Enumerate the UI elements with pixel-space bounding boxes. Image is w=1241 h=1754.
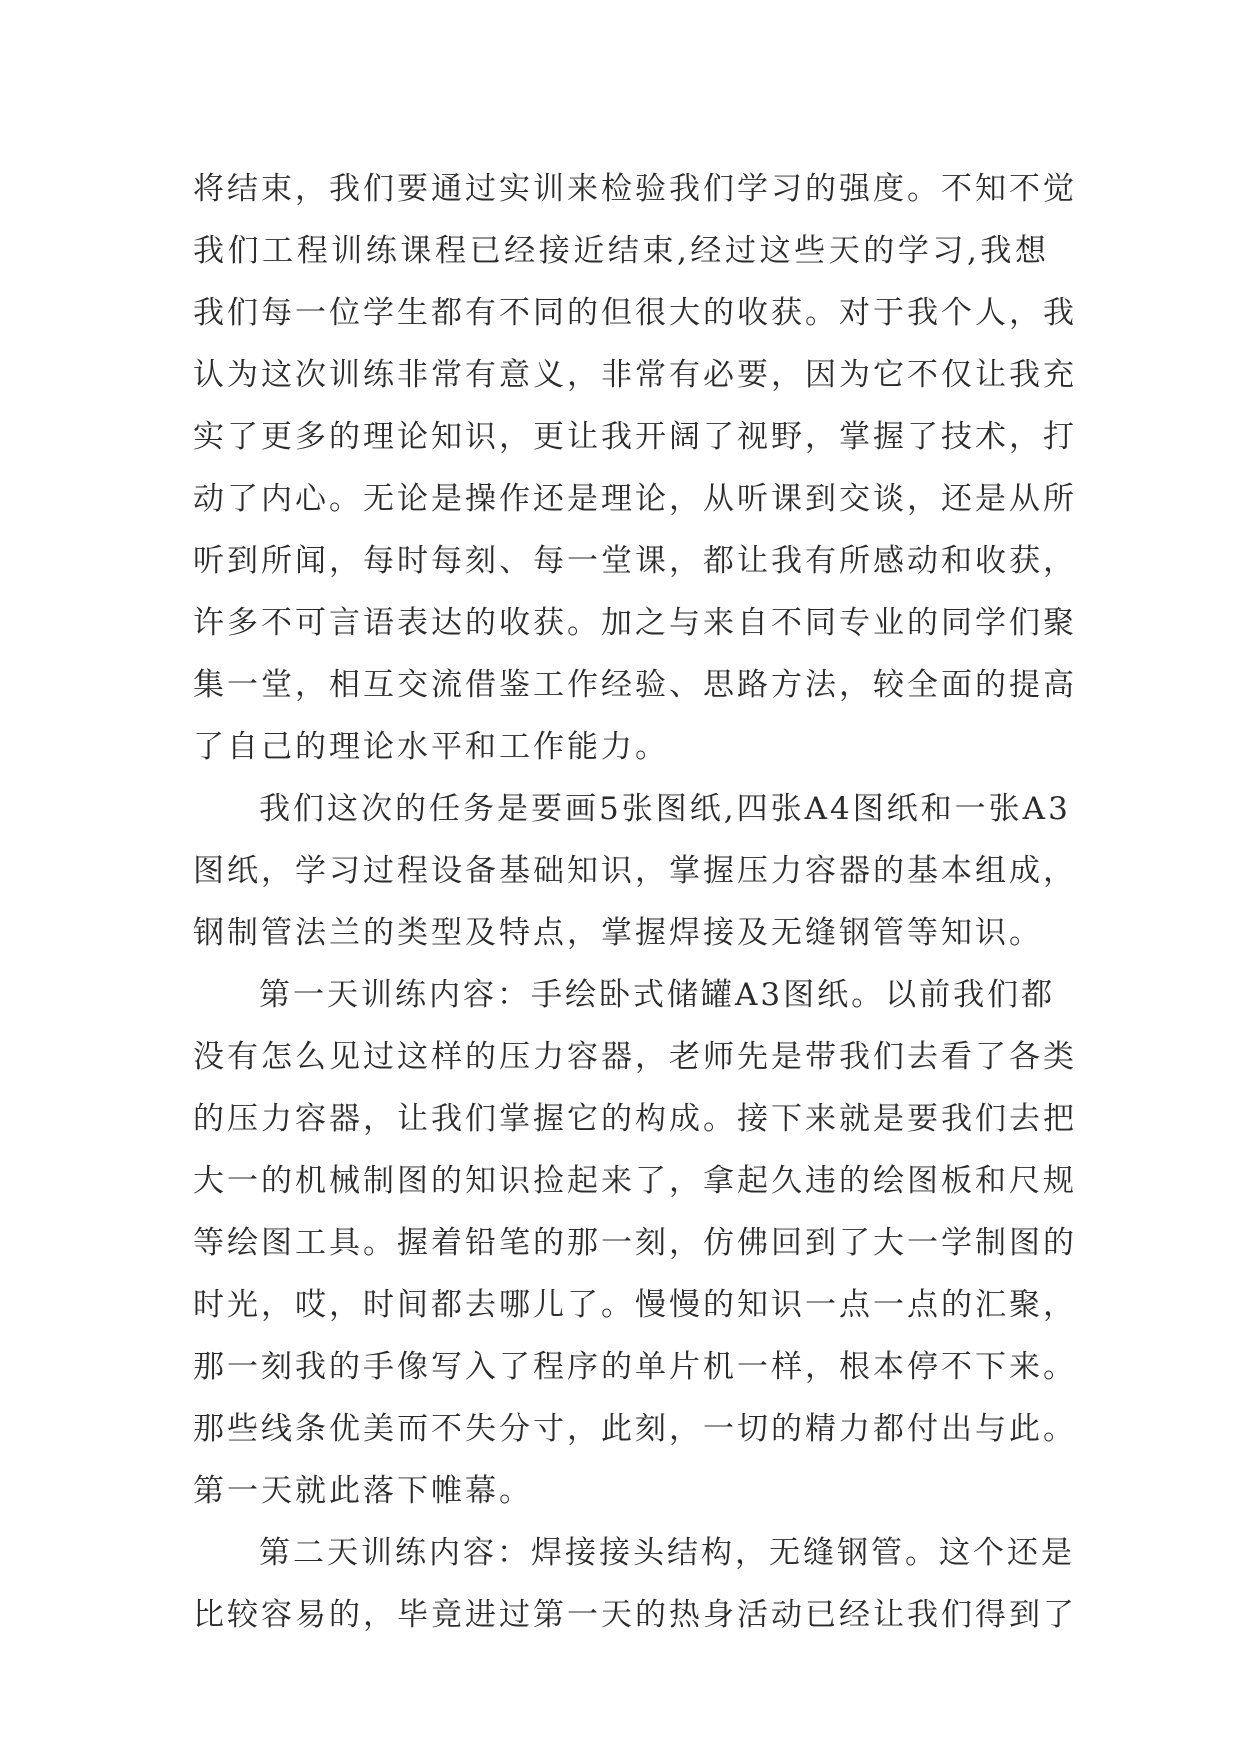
text-line: 等绘图工具。握着铅笔的那一刻，仿佛回到了大一学制图的	[193, 1225, 1077, 1261]
text-line: 比较容易的，毕竟进过第一天的热身活动已经让我们得到了	[193, 1597, 1077, 1633]
text-line: 钢制管法兰的类型及特点，掌握焊接及无缝钢管等知识。	[193, 915, 1043, 951]
text-line: 动了内心。无论是操作还是理论，从听课到交谈，还是从所	[193, 481, 1077, 517]
text-line: 大一的机械制图的知识捡起来了，拿起久违的绘图板和尺规	[193, 1163, 1077, 1199]
text-line: 第一天就此落下帷幕。	[193, 1473, 533, 1509]
text-line: 我们工程训练课程已经接近结束,经过这些天的学习,我想	[193, 233, 1049, 269]
text-line: 我们这次的任务是要画5张图纸,四张A4图纸和一张A3	[259, 791, 1071, 827]
text-line: 第二天训练内容：焊接接头结构，无缝钢管。这个还是	[259, 1535, 1075, 1571]
text-line: 认为这次训练非常有意义，非常有必要，因为它不仅让我充	[193, 357, 1077, 393]
text-line: 没有怎么见过这样的压力容器，老师先是带我们去看了各类	[193, 1039, 1077, 1075]
text-line: 图纸，学习过程设备基础知识，掌握压力容器的基本组成，	[193, 853, 1077, 889]
document-body	[193, 158, 1077, 1646]
text-line: 许多不可言语表达的收获。加之与来自不同专业的同学们聚	[193, 605, 1077, 641]
text-line: 我们每一位学生都有不同的但很大的收获。对于我个人，我	[193, 295, 1077, 331]
text-line: 集一堂，相互交流借鉴工作经验、思路方法，较全面的提高	[193, 667, 1077, 703]
text-line: 将结束，我们要通过实训来检验我们学习的强度。不知不觉	[193, 171, 1077, 207]
text-line: 那一刻我的手像写入了程序的单片机一样，根本停不下来。	[193, 1349, 1077, 1385]
text-line: 那些线条优美而不失分寸，此刻，一切的精力都付出与此。	[193, 1411, 1077, 1447]
text-line: 第一天训练内容：手绘卧式储罐A3图纸。以前我们都	[259, 977, 1056, 1013]
text-line: 了自己的理论水平和工作能力。	[193, 729, 669, 765]
text-line: 听到所闻，每时每刻、每一堂课，都让我有所感动和收获，	[193, 543, 1077, 579]
text-line: 实了更多的理论知识，更让我开阔了视野，掌握了技术，打	[193, 419, 1077, 455]
text-line: 时光，哎，时间都去哪儿了。慢慢的知识一点一点的汇聚，	[193, 1287, 1077, 1323]
text-line: 的压力容器，让我们掌握它的构成。接下来就是要我们去把	[193, 1101, 1077, 1137]
